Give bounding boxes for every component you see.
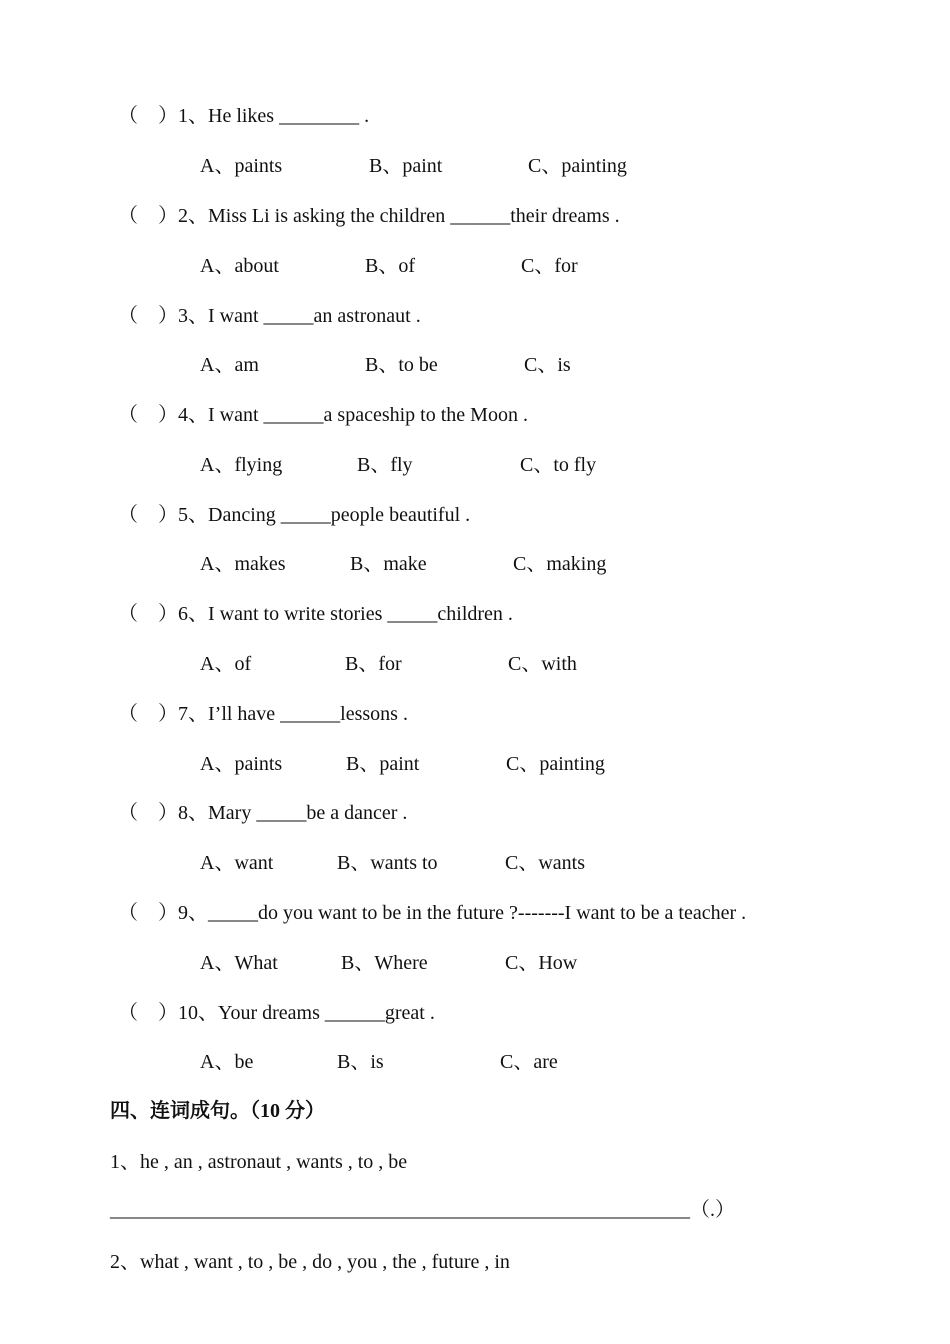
question-text: 8、Mary _____be a dancer . (178, 802, 408, 824)
answer-bracket[interactable]: （ ） (118, 703, 178, 725)
sentence-item-1: 1、he , an , astronaut , wants , to , be (110, 1151, 408, 1173)
options-3 (0, 353, 950, 377)
question-text: 5、Dancing _____people beautiful . (178, 504, 471, 526)
question-text: 4、I want ______a spaceship to the Moon . (178, 404, 528, 426)
option-c[interactable]: C、painting (506, 753, 605, 775)
question-text: 6、I want to write stories _____children . (178, 603, 513, 625)
answer-bracket[interactable]: （ ） (118, 902, 178, 924)
question-text: 7、I’ll have ______lessons . (178, 703, 408, 725)
options-2 (0, 254, 950, 278)
option-c[interactable]: C、is (524, 354, 571, 376)
question-text: 3、I want _____an astronaut . (178, 305, 421, 327)
option-a[interactable]: A、paints (200, 753, 283, 775)
option-c[interactable]: C、wants (505, 852, 585, 874)
option-b[interactable]: B、to be (365, 354, 438, 376)
options-1 (0, 154, 950, 178)
question-text: 1、He likes ________ . (178, 105, 370, 127)
answer-bracket[interactable]: （ ） (118, 305, 178, 327)
question-3 (118, 304, 421, 328)
options-9 (0, 951, 950, 975)
options-7 (0, 752, 950, 776)
option-b[interactable]: B、make (350, 553, 427, 575)
section-heading: 四、连词成句。（10 分） (110, 1100, 325, 1122)
option-b[interactable]: B、for (345, 653, 402, 675)
question-10 (118, 1001, 435, 1025)
answer-bracket[interactable]: （ ） (118, 404, 178, 426)
option-a[interactable]: A、makes (200, 553, 286, 575)
option-b[interactable]: B、fly (357, 454, 413, 476)
question-9 (118, 901, 746, 925)
answer-bracket[interactable]: （ ） (118, 504, 178, 526)
answer-bracket[interactable]: （ ） (118, 802, 178, 824)
question-2 (118, 204, 620, 228)
option-c[interactable]: C、making (513, 553, 607, 575)
option-a[interactable]: A、What (200, 952, 278, 974)
question-4 (118, 403, 528, 427)
option-b[interactable]: B、paint (369, 155, 443, 177)
option-c[interactable]: C、with (508, 653, 577, 675)
option-c[interactable]: C、How (505, 952, 578, 974)
options-4 (0, 453, 950, 477)
option-b[interactable]: B、is (337, 1051, 384, 1073)
option-c[interactable]: C、for (521, 255, 578, 277)
question-text: 2、Miss Li is asking the children ______their dreams . (178, 205, 620, 227)
option-b[interactable]: B、Where (341, 952, 428, 974)
answer-line[interactable]: __________________________________________________________（.） (110, 1199, 735, 1221)
options-5 (0, 552, 950, 576)
option-a[interactable]: A、paints (200, 155, 283, 177)
answer-bracket[interactable]: （ ） (118, 603, 178, 625)
option-a[interactable]: A、be (200, 1051, 254, 1073)
sentence-item-2: 2、what , want , to , be , do , you , the , future , in (110, 1251, 510, 1273)
option-a[interactable]: A、of (200, 653, 252, 675)
options-6 (0, 652, 950, 676)
question-1 (118, 104, 369, 128)
question-text: 9、_____do you want to be in the future ?-------I want to be a teacher . (178, 902, 747, 924)
option-a[interactable]: A、want (200, 852, 274, 874)
question-text: 10、Your dreams ______great . (178, 1002, 435, 1024)
option-a[interactable]: A、about (200, 255, 279, 277)
answer-bracket[interactable]: （ ） (118, 205, 178, 227)
options-8 (0, 851, 950, 875)
option-c[interactable]: C、painting (528, 155, 627, 177)
question-6 (118, 602, 513, 626)
options-10 (0, 1050, 950, 1074)
question-8 (118, 801, 407, 825)
question-5 (118, 503, 470, 527)
option-b[interactable]: B、wants to (337, 852, 438, 874)
option-c[interactable]: C、are (500, 1051, 558, 1073)
option-b[interactable]: B、of (365, 255, 415, 277)
answer-bracket[interactable]: （ ） (118, 1002, 178, 1024)
option-a[interactable]: A、am (200, 354, 259, 376)
option-a[interactable]: A、flying (200, 454, 283, 476)
option-b[interactable]: B、paint (346, 753, 420, 775)
answer-bracket[interactable]: （ ） (118, 105, 178, 127)
option-c[interactable]: C、to fly (520, 454, 597, 476)
question-7 (118, 702, 408, 726)
